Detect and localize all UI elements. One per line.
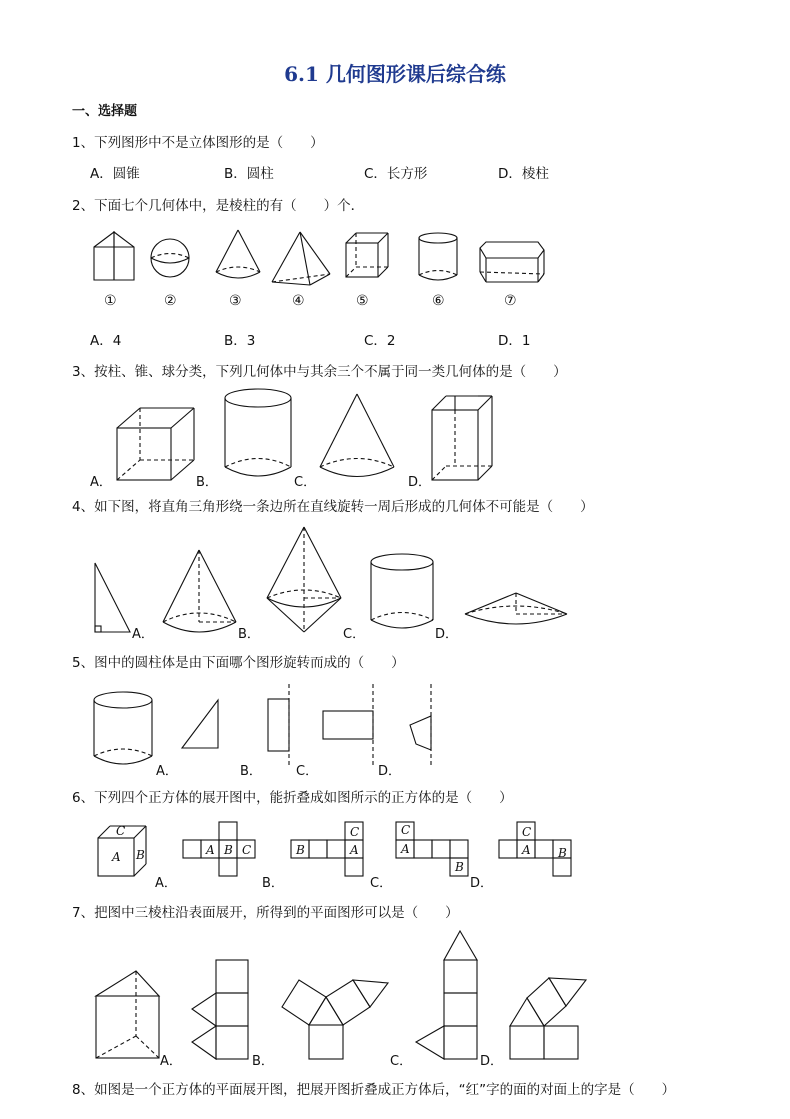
net-c-letter-c: C [401, 823, 411, 837]
net-q7-d-shape [510, 978, 586, 1059]
q6-option-d[interactable]: D． [470, 876, 494, 891]
net-d-letter-c: C [522, 825, 532, 839]
net-c-letter-a: A [401, 842, 410, 856]
q7-option-c[interactable]: C． [390, 1054, 413, 1069]
question-3: 3、按柱、锥、球分类，下列几何体中与其余三个不属于同一类几何体的是（ ） [72, 364, 567, 380]
q2-label-3: ③ [229, 293, 242, 309]
question-6: 6、下列四个正方体的展开图中，能折叠成如图所示的正方体的是（ ） [72, 790, 513, 806]
q2-label-6: ⑥ [432, 293, 445, 309]
q5-option-d[interactable]: D． [378, 764, 402, 779]
net-a-letter-c: C [242, 843, 252, 857]
net-c-letter-b: B [455, 860, 464, 874]
q7-option-a[interactable]: A． [160, 1054, 182, 1069]
cube-letter-b: B [136, 848, 145, 862]
q5-option-c[interactable]: C． [296, 764, 319, 779]
q3-option-c[interactable]: C． [294, 475, 317, 490]
q6-option-a[interactable]: A． [155, 876, 177, 891]
q3-option-d[interactable]: D． [408, 475, 432, 490]
q2-label-2: ② [164, 293, 177, 309]
q3-option-b[interactable]: B． [196, 475, 218, 490]
page-title: 6.1 几何图形课后综合练 [284, 62, 506, 86]
question-7: 7、把图中三棱柱沿表面展开，所得到的平面图形可以是（ ） [72, 905, 459, 921]
net-q7-b-shape [282, 980, 388, 1059]
cube-letter-c: C [116, 824, 126, 838]
net-b-letter-a: A [350, 843, 359, 857]
question-4: 4、如下图，将直角三角形绕一条边所在直线旋转一周后形成的几何体不可能是（ ） [72, 499, 594, 515]
q2-option-b[interactable]: B．3 [224, 333, 256, 349]
q1-option-a[interactable]: A．圆锥 [90, 166, 140, 182]
net-a-letter-a: A [206, 843, 215, 857]
question-1: 1、下列图形中不是立体图形的是（ ） [72, 135, 324, 151]
cube-letter-a: A [112, 850, 121, 864]
q4-option-d[interactable]: D． [435, 627, 459, 642]
q2-label-1: ① [104, 293, 117, 309]
net-d-letter-a: A [522, 843, 531, 857]
net-q7-a-shape [192, 960, 248, 1059]
net-b-letter-c: C [350, 825, 360, 839]
question-2: 2、下面七个几何体中，是棱柱的有（ ）个． [72, 198, 365, 214]
q6-option-c[interactable]: C． [370, 876, 393, 891]
q2-option-d[interactable]: D．1 [498, 333, 531, 349]
q1-option-b[interactable]: B．圆柱 [224, 166, 274, 182]
q7-option-d[interactable]: D． [480, 1054, 504, 1069]
net-b-letter-b: B [296, 843, 305, 857]
triangular-prism-shape-q7 [96, 971, 159, 1058]
q6-option-b[interactable]: B． [262, 876, 284, 891]
q1-option-d[interactable]: D．棱柱 [498, 166, 549, 182]
net-d-letter-b: B [558, 846, 567, 860]
q2-label-7: ⑦ [504, 293, 517, 309]
q2-label-5: ⑤ [356, 293, 369, 309]
net-q7-c-shape [416, 931, 477, 1059]
q2-label-4: ④ [292, 293, 305, 309]
q5-option-b[interactable]: B． [240, 764, 262, 779]
q5-option-a[interactable]: A． [156, 764, 178, 779]
q2-option-c[interactable]: C．2 [364, 333, 396, 349]
section-heading: 一、选择题 [72, 104, 138, 119]
q4-option-b[interactable]: B． [238, 627, 260, 642]
q4-option-c[interactable]: C． [343, 627, 366, 642]
q4-option-a[interactable]: A． [132, 627, 154, 642]
q3-option-a[interactable]: A． [90, 475, 112, 490]
q7-option-b[interactable]: B． [252, 1054, 274, 1069]
question-5: 5、图中的圆柱体是由下面哪个图形旋转而成的（ ） [72, 655, 405, 671]
q2-option-a[interactable]: A．4 [90, 333, 122, 349]
net-a-letter-b: B [224, 843, 233, 857]
q1-option-c[interactable]: C．长方形 [364, 166, 428, 182]
question-8: 8、如图是一个正方体的平面展开图，把展开图折叠成正方体后，“红”字的面的对面上的字是（ ） [72, 1082, 676, 1098]
